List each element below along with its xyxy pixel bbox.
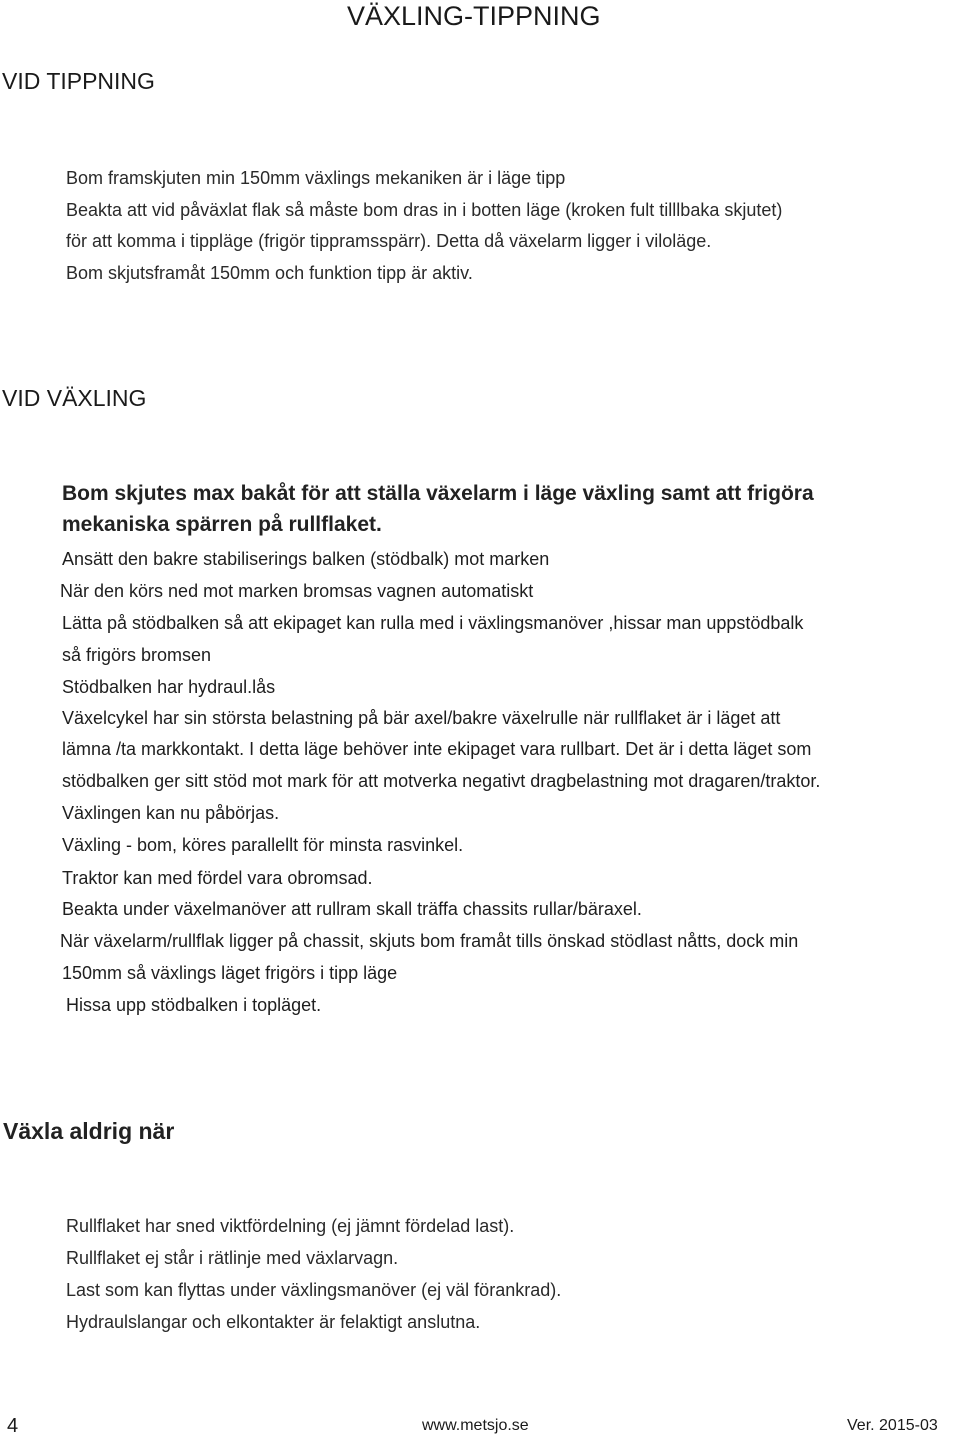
section-heading-vid-vaxling: VID VÄXLING [2,385,147,411]
bold-text-line: mekaniska spärren på rullflaket. [62,513,382,536]
list-item: Rullflaket har sned viktfördelning (ej jämnt fördelad last). [66,1216,515,1236]
bold-text-line: Bom skjutes max bakåt för att ställa växelarm i läge växling samt att frigöra [62,482,814,505]
text-line: Växelcykel har sin största belastning på bär axel/bakre växelrulle när rullflaket är i läget att [62,708,781,728]
page-title: VÄXLING-TIPPNING [347,1,601,31]
text-line: lämna /ta markkontakt. I detta läge behöver inte ekipaget vara rullbart. Det är i detta läget som [62,739,812,759]
text-line: för att komma i tippläge (frigör tippramsspärr). Detta då växelarm ligger i viloläge. [66,231,712,251]
page-number: 4 [7,1415,19,1437]
text-line: Beakta under växelmanöver att rullram skall träffa chassits rullar/bäraxel. [62,899,642,919]
text-line: Beakta att vid påväxlat flak så måste bom dras in i botten läge (kroken fult tilllbaka skjutet) [66,200,783,220]
text-line: 150mm så växlings läget frigörs i tipp läge [62,963,398,983]
text-line: Ansätt den bakre stabiliserings balken (stödbalk) mot marken [62,549,550,569]
list-item: Hydraulslangar och elkontakter är felaktigt anslutna. [66,1312,481,1332]
section-heading-vaxla-aldrig-nar: Växla aldrig när [3,1118,175,1144]
text-line: När den körs ned mot marken bromsas vagnen automatiskt [60,581,534,601]
section-heading-vid-tippning: VID TIPPNING [2,68,155,94]
footer-version: Ver. 2015-03 [847,1417,938,1434]
text-line: stödbalken ger sitt stöd mot mark för att motverka negativt dragbelastning mot dragaren/traktor. [62,771,821,791]
footer-website: www.metsjo.se [422,1417,529,1434]
text-line: Bom skjutsframåt 150mm och funktion tipp är aktiv. [66,263,473,283]
text-line: När växelarm/rullflak ligger på chassit, skjuts bom framåt tills önskad stödlast nåtts, dock min [60,931,799,951]
text-line: Hissa upp stödbalken i topläget. [66,995,322,1015]
text-line: Traktor kan med fördel vara obromsad. [62,868,373,888]
text-line: Bom framskjuten min 150mm växlings mekaniken är i läge tipp [66,168,566,188]
text-line: Stödbalken har hydraul.lås [62,677,276,697]
text-line: så frigörs bromsen [62,645,212,665]
list-item: Rullflaket ej står i rätlinje med växlarvagn. [66,1248,399,1268]
list-item: Last som kan flyttas under växlingsmanöver (ej väl förankrad). [66,1280,562,1300]
text-line: Lätta på stödbalken så att ekipaget kan rulla med i växlingsmanöver ,hissar man uppstödbalk [62,613,804,633]
text-line: Växling - bom, köres parallellt för minsta rasvinkel. [62,835,464,855]
text-line: Växlingen kan nu påbörjas. [62,803,280,823]
